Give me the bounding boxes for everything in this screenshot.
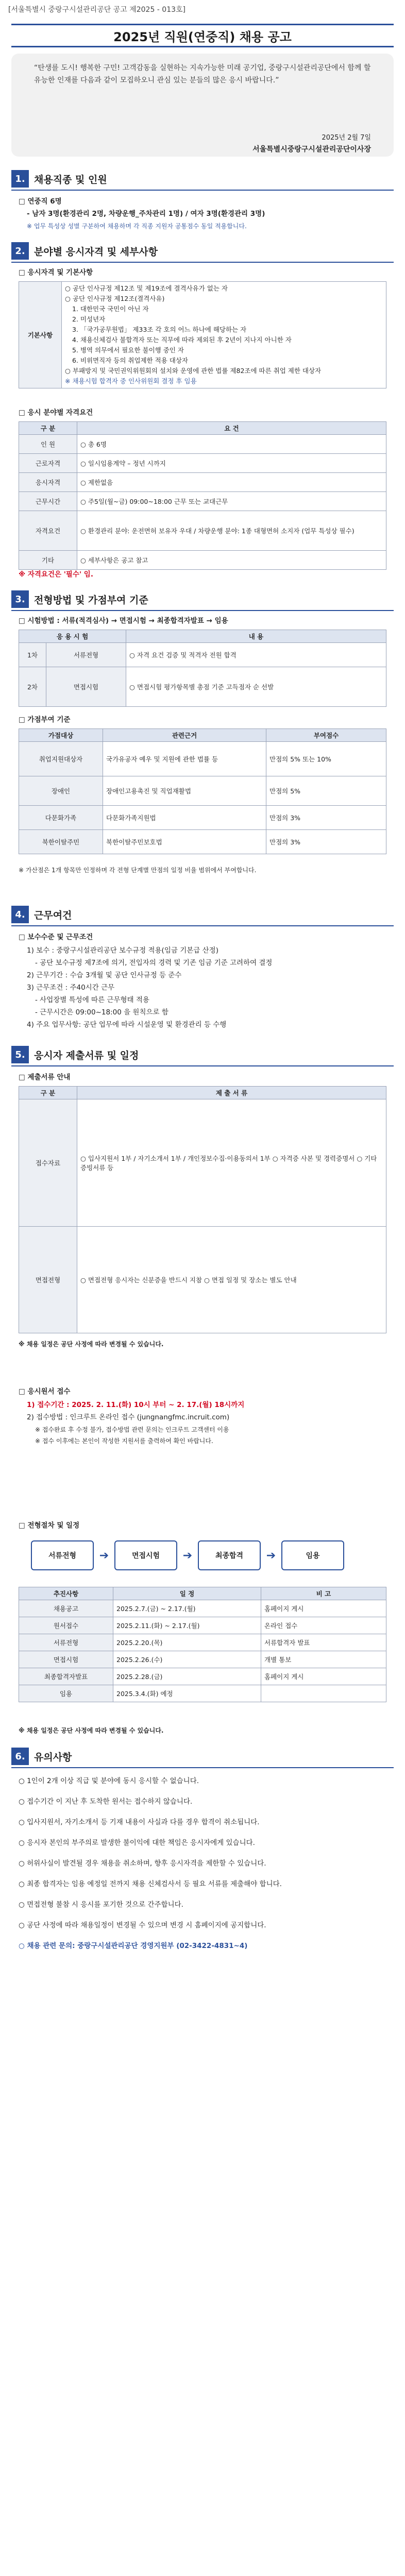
- cell: 다문화가족지원법: [103, 806, 266, 830]
- req-table: [19, 421, 386, 570]
- table-row: [19, 1227, 386, 1333]
- table-row: [19, 435, 386, 454]
- divider: [11, 1767, 394, 1768]
- table-row: [19, 492, 386, 511]
- section-4-header: [11, 906, 72, 923]
- intro-org: 서울특별시중랑구시설관리공단이사장: [252, 145, 371, 154]
- cell: 취업지원대상자: [19, 742, 103, 776]
- table-row: [19, 1617, 386, 1634]
- s4-line: - 사업장별 특성에 따른 근무형태 적용: [35, 996, 149, 1004]
- flow-step: 서류전형: [31, 1540, 94, 1570]
- cell: 최종합격자발표: [19, 1668, 113, 1685]
- intro-date: 2025년 2월 7일: [322, 134, 371, 142]
- basic-item: ○ 공단 인사규정 제12조(결격사유): [65, 295, 165, 302]
- s4-line: 1) 보수 : 중랑구시설관리공단 보수규정 적용(임금 기본급 산정): [27, 946, 218, 955]
- table-row: [19, 1099, 386, 1227]
- th: 비 고: [261, 1587, 386, 1600]
- s2-note: ※ 자격요건은 '필수' 임.: [19, 570, 93, 579]
- s5-line: 2) 접수방법 : 인크루트 온라인 접수 (jungnangfmc.incruit.com): [27, 1413, 230, 1421]
- notice-item: ○ 응시자 본인의 부주의로 발생한 불이익에 대한 책임은 응시자에게 있습니다.: [19, 1839, 255, 1847]
- notice-item: ○ 공단 사정에 따라 채용일정이 변경될 수 있으며 변경 시 홈페이지에 공지합니다.: [19, 1921, 266, 1929]
- s3-q2: □ 가점부여 기준: [19, 716, 71, 724]
- s4-line: 3) 근무조건 : 주40시간 근무: [27, 984, 115, 992]
- cell: 북한이탈주민보호법: [103, 830, 266, 854]
- cell: 면접전형: [19, 1227, 77, 1333]
- cell: ○ 환경관리 분야: 운전면허 보유자 우대 / 차량운행 분야: 1종 대형면허 소지자 (업무 특성상 필수): [77, 511, 386, 551]
- arrow-right-icon: ➔: [182, 1549, 193, 1562]
- arrow-right-icon: ➔: [99, 1549, 109, 1562]
- s5-note: ※ 채용 일정은 공단 사정에 따라 변경될 수 있습니다.: [19, 1341, 164, 1348]
- basic-item: ○ 공단 인사규정 제12조 및 제19조에 결격사유가 없는 자: [65, 284, 228, 292]
- s5-line: ※ 접수 이후에는 본인이 작성한 지원서를 출력하여 확인 바랍니다.: [35, 1437, 213, 1445]
- notice-item: ○ 1인이 2개 이상 직급 및 분야에 동시 응시할 수 없습니다.: [19, 1777, 199, 1785]
- th: 구 분: [19, 1087, 77, 1099]
- section-number: 6.: [11, 1748, 29, 1765]
- cell: 2025.2.28.(금): [113, 1668, 261, 1685]
- cell: 2025.2.7.(금) ~ 2.17.(월): [113, 1600, 261, 1617]
- cell: 2025.2.11.(화) ~ 2.17.(월): [113, 1617, 261, 1634]
- section-number: 2.: [11, 242, 29, 260]
- table-row: [19, 667, 386, 707]
- divider: [11, 1065, 394, 1066]
- basic-item: 5. 병역 의무에서 필요한 불이행 중인 자: [72, 346, 184, 354]
- section-title: 유의사항: [34, 1751, 72, 1763]
- th: 추진사항: [19, 1587, 113, 1600]
- s1-head: □ 연중직 6명: [19, 197, 62, 206]
- notice-item: ○ 채용 관련 문의: 중랑구시설관리공단 경영지원부 (02-3422-4831~4): [19, 1942, 248, 1950]
- cell: 온라인 접수: [261, 1617, 386, 1634]
- th: 관련근거: [103, 729, 266, 742]
- arrow-right-icon: ➔: [266, 1549, 276, 1562]
- th: 제 출 서 류: [77, 1087, 386, 1099]
- cell: 2025.3.4.(화) 예정: [113, 1685, 261, 1702]
- notice-item: ○ 면접전형 불참 시 응시를 포기한 것으로 간주합니다.: [19, 1901, 183, 1909]
- section-number: 5.: [11, 1046, 29, 1063]
- s5-line: ※ 접수완료 후 수정 불가, 접수방법 관련 문의는 인크루트 고객센터 이용: [35, 1426, 229, 1433]
- cell: 서류합격자 발표: [261, 1634, 386, 1651]
- page-title: 2025년 직원(연중직) 채용 공고: [11, 24, 394, 47]
- table-row: [19, 1651, 386, 1668]
- basic-item: 3. 「국가공무원법」 제33조 각 호의 어느 하나에 해당하는 자: [72, 326, 247, 333]
- cell: 면접시험: [46, 667, 126, 707]
- flow-step: 임용: [281, 1540, 344, 1570]
- cell: ○ 제한없음: [77, 473, 386, 492]
- cell: 접수자료: [19, 1099, 77, 1227]
- section-number: 3.: [11, 590, 29, 608]
- s5-q3: □ 전형절차 및 일정: [19, 1521, 80, 1530]
- cell: 만점의 3%: [266, 830, 386, 854]
- th: 부여점수: [266, 729, 386, 742]
- cell: 홈페이지 게시: [261, 1668, 386, 1685]
- s1-line1: - 남자 3명(환경관리 2명, 차량운행_주차관리 1명) / 여자 3명(환경관리 3명): [27, 210, 265, 218]
- table-row: [19, 776, 386, 806]
- s5-sched-note: ※ 채용 일정은 공단 사정에 따라 변경될 수 있습니다.: [19, 1727, 164, 1734]
- s4-q1: □ 보수수준 및 근무조건: [19, 933, 93, 941]
- section-2-header: [11, 242, 158, 260]
- cell: 개별 통보: [261, 1651, 386, 1668]
- basic-table: [19, 281, 386, 388]
- section-title: 분야별 응시자격 및 세부사항: [34, 246, 158, 258]
- notice-item: ○ 입사지원서, 자기소개서 등 기재 내용이 사실과 다를 경우 합격이 취소됩니다.: [19, 1818, 260, 1826]
- cell: 자격요건: [19, 511, 77, 551]
- section-number: 4.: [11, 906, 29, 923]
- basic-item: 2. 미성년자: [72, 315, 106, 323]
- divider: [11, 262, 394, 263]
- bonus-table: [19, 728, 386, 854]
- cell: 1차: [19, 643, 46, 667]
- cell: ○ 자격 요건 검증 및 적격자 전원 합격: [126, 643, 386, 667]
- basic-item: 6. 비위면직자 등의 취업제한 적용 대상자: [72, 357, 188, 364]
- notice-number: [서울특별시 중랑구시설관리공단 공고 제2025 - 013호]: [8, 6, 186, 14]
- cell: 2차: [19, 667, 46, 707]
- s2-q2: □ 응시 분야별 자격요건: [19, 409, 93, 417]
- s3-note: ※ 가산점은 1개 항목만 인정하며 각 전형 단계별 만점의 일정 비율 범위에서 부여합니다.: [19, 867, 257, 874]
- section-title: 근무여건: [34, 909, 72, 921]
- cell: 다문화가족: [19, 806, 103, 830]
- cell: 기타: [19, 551, 77, 570]
- th: 요 건: [77, 422, 386, 435]
- cell: ○ 세부사항은 공고 참고: [77, 551, 386, 570]
- schedule-table: [19, 1587, 386, 1702]
- table-row: [19, 742, 386, 776]
- s5-q1: □ 제출서류 안내: [19, 1073, 71, 1081]
- section-1-header: [11, 170, 107, 188]
- cell: 장애인: [19, 776, 103, 806]
- table-row: [19, 1600, 386, 1617]
- process-flow: [31, 1540, 344, 1570]
- s4-line: - 근무시간은 09:00~18:00 을 원칙으로 함: [35, 1008, 168, 1016]
- cell: 응시자격: [19, 473, 77, 492]
- th: 일 정: [113, 1587, 261, 1600]
- section-number: 1.: [11, 170, 29, 188]
- th: 응 용 시 험: [19, 630, 126, 643]
- cell: 만점의 5%: [266, 776, 386, 806]
- cell: ○ 면접전형 응시자는 신분증을 반드시 지참 ○ 면접 일정 및 장소는 별도 안내: [77, 1227, 386, 1333]
- flow-step: 최종합격: [198, 1540, 261, 1570]
- table-row: [19, 454, 386, 473]
- divider: [11, 190, 394, 191]
- cell: 채용공고: [19, 1600, 113, 1617]
- table-row: [19, 1634, 386, 1651]
- cell: ○ 입사지원서 1부 / 자기소개서 1부 / 개인정보수집·이용동의서 1부 ○ 자격증 사본 및 경력증명서 ○ 기타 증빙서류 등: [77, 1099, 386, 1227]
- cell: 2025.2.20.(목): [113, 1634, 261, 1651]
- cell: 근로자격: [19, 454, 77, 473]
- cell: 북한이탈주민: [19, 830, 103, 854]
- cell: 서류전형: [46, 643, 126, 667]
- cell: ○ 주5일(월~금) 09:00~18:00 근무 또는 교대근무: [77, 492, 386, 511]
- cell: 서류전형: [19, 1634, 113, 1651]
- flow-step: 면접시험: [114, 1540, 177, 1570]
- cell: 장애인고용촉진 및 직업재활법: [103, 776, 266, 806]
- basic-item: 1. 대한민국 국민이 아닌 자: [72, 305, 149, 313]
- s1-note: ※ 업무 특성상 성별 구분하여 채용하며 각 직종 지원자 공통점수 동일 적용합니다.: [27, 223, 247, 230]
- th: 구 분: [19, 422, 77, 435]
- table-row: [19, 551, 386, 570]
- s4-line: - 공단 보수규정 제7조에 의거, 전입자의 경력 및 기존 임금 기준 고려하여 결정: [35, 959, 273, 967]
- cell: 원서접수: [19, 1617, 113, 1634]
- intro-box: [11, 54, 394, 157]
- cell: 면접시험: [19, 1651, 113, 1668]
- cell: 만점의 5% 또는 10%: [266, 742, 386, 776]
- table-row: [19, 1668, 386, 1685]
- section-3-header: [11, 590, 148, 608]
- cell: 홈페이지 게시: [261, 1600, 386, 1617]
- cell: ○ 총 6명: [77, 435, 386, 454]
- section-title: 응시자 제출서류 및 일정: [34, 1049, 139, 1061]
- cell: ○ 일시임용계약 – 정년 시까지: [77, 454, 386, 473]
- th: 내 용: [126, 630, 386, 643]
- notice-item: ○ 접수기간 이 지난 후 도착한 원서는 접수하지 않습니다.: [19, 1798, 193, 1806]
- divider: [11, 925, 394, 926]
- cell: 2025.2.26.(수): [113, 1651, 261, 1668]
- basic-item: 4. 채용신체검사 불합격자 또는 직무에 따라 제외된 후 2년이 지나지 아니한 자: [72, 336, 292, 344]
- s5-line: 1) 접수기간 : 2025. 2. 11.(화) 10시 부터 ~ 2. 17.(월) 18시까지: [27, 1401, 245, 1409]
- table-row: [19, 643, 386, 667]
- cell: 임용: [19, 1685, 113, 1702]
- basic-item: ○ 부패방지 및 국민권익위원회의 설치와 운영에 관한 법률 제82조에 따른 취업 제한 대상자: [65, 367, 322, 375]
- cell: 근무시간: [19, 492, 77, 511]
- s2-q1: □ 응시자격 및 기본사항: [19, 268, 93, 277]
- section-5-header: [11, 1046, 139, 1063]
- cell: 인 원: [19, 435, 77, 454]
- table-row: [19, 1685, 386, 1702]
- basic-items: [62, 282, 386, 388]
- table-row: [19, 806, 386, 830]
- section-title: 채용직종 및 인원: [34, 174, 107, 185]
- intro-text: “탄생를 도시! 행복한 구민! 고객감동을 실현하는 지속가능한 미래 공기업, 중랑구시설관리공단에서 함께 할 유능한 인재를 다음과 같이 모집하오니 관심 있는 분들의 많은 응시 바랍니다.”: [34, 64, 371, 84]
- section-6-header: [11, 1748, 72, 1765]
- basic-item: ※ 채용시험 합격자 중 인사위원회 결정 후 임용: [65, 377, 197, 385]
- s3-q1: □ 시험방법 : 서류(적격심사) → 면접시험 → 최종합격자발표 → 임용: [19, 617, 228, 625]
- cell: [261, 1685, 386, 1702]
- cell: ○ 면접시험 평가항목별 총점 기준 고득점자 순 선발: [126, 667, 386, 707]
- section-title: 전형방법 및 가점부여 기준: [34, 594, 148, 606]
- stage-table: [19, 630, 386, 707]
- cell: 만점의 3%: [266, 806, 386, 830]
- s5-q2: □ 응시원서 접수: [19, 1387, 71, 1396]
- th: 가점대상: [19, 729, 103, 742]
- doc-table: [19, 1086, 386, 1333]
- table-row: [19, 511, 386, 551]
- notice-item: ○ 최종 합격자는 임용 예정일 전까지 채용 신체검사서 등 필요 서류를 제출해야 합니다.: [19, 1880, 282, 1888]
- table-row: [19, 830, 386, 854]
- s4-line: 4) 주요 업무사항: 공단 업무에 따라 시설운영 및 환경관리 등 수행: [27, 1021, 227, 1029]
- s4-line: 2) 근무기간 : 수습 3개월 및 공단 인사규정 등 준수: [27, 971, 182, 979]
- divider: [11, 610, 394, 611]
- table-row: [19, 473, 386, 492]
- basic-label: 기본사항: [19, 282, 62, 388]
- notice-item: ○ 허위사실이 발견될 경우 채용을 취소하며, 향후 응시자격을 제한할 수 있습니다.: [19, 1859, 266, 1868]
- cell: 국가유공자 예우 및 지원에 관한 법률 등: [103, 742, 266, 776]
